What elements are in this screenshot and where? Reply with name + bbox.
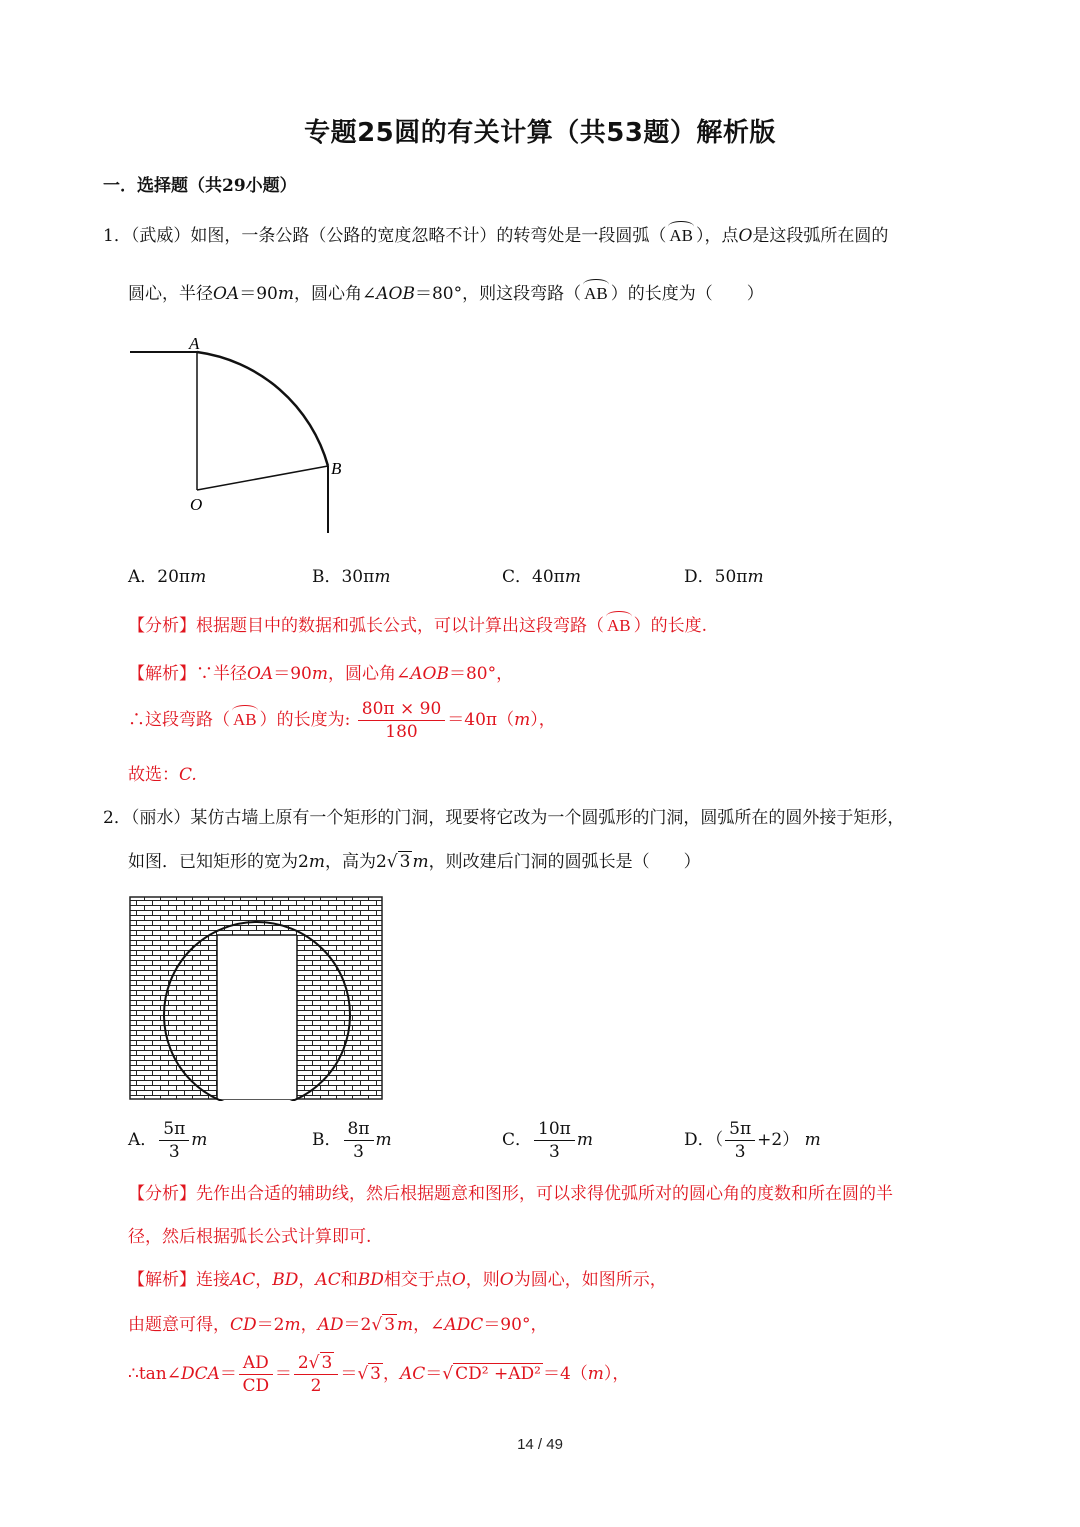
q1-answer — [128, 763, 197, 787]
option-fraction — [534, 1118, 575, 1163]
unit-m: m — [804, 1130, 821, 1150]
q2-solution-line3 — [128, 1352, 629, 1397]
fraction-numerator: AD — [239, 1352, 273, 1375]
solution-text: ∴tan∠ — [128, 1364, 181, 1384]
q1-text: ＝80°，则这段弯路（ — [414, 284, 582, 304]
answer-value: C. — [179, 765, 197, 785]
unit-m: m — [587, 1364, 604, 1384]
var-ad: AD — [317, 1315, 344, 1335]
option-text: B．30π — [312, 567, 375, 587]
fraction-denominator: 3 — [353, 1142, 364, 1162]
q1-option-d — [684, 562, 764, 587]
option-label: A． — [128, 1130, 158, 1150]
solution-text: ＝2 — [343, 1315, 372, 1335]
q2-text: ，则改建后门洞的圆弧长是（ ） — [428, 852, 701, 872]
solution-text: ＝40π（ — [447, 710, 515, 730]
var-adc: ADC — [444, 1315, 484, 1335]
fraction-denominator: 2 — [310, 1376, 322, 1396]
option-text: A．20π — [128, 567, 191, 587]
arc-ab: AB — [581, 282, 611, 306]
var-cd: CD — [230, 1315, 257, 1335]
radicand: 3 — [399, 852, 411, 872]
var-bd: BD — [357, 1270, 384, 1290]
fraction-ad-cd — [239, 1352, 273, 1397]
solution-text: ＝ — [425, 1364, 443, 1384]
q2-solution-line2 — [128, 1313, 547, 1337]
q2-option-b — [312, 1118, 392, 1163]
analysis-text: ）的长度. — [633, 616, 708, 636]
unit-m: m — [514, 710, 531, 730]
page-number: 14 / 49 — [517, 1436, 563, 1453]
solution-text: ，圆心角∠ — [327, 664, 411, 684]
option-label: D．（ — [684, 1130, 724, 1150]
q2-text: 如图．已知矩形的宽为2 — [128, 852, 309, 872]
q1-option-c — [502, 562, 581, 587]
q2-option-a — [128, 1118, 207, 1163]
fraction-numerator: 5π — [725, 1118, 755, 1141]
var-o: O — [499, 1270, 514, 1290]
solution-text: ， — [300, 1315, 318, 1335]
fraction-denominator: 3 — [549, 1142, 560, 1162]
solution-text: ，∠ — [413, 1315, 445, 1335]
unit-m: m — [190, 567, 207, 587]
solution-text: ＝2 — [256, 1315, 285, 1335]
q1-solution-line1 — [128, 662, 513, 686]
var-o: O — [738, 226, 753, 246]
option-fraction — [344, 1118, 374, 1163]
road-arc — [197, 352, 328, 466]
q2-option-c — [502, 1118, 593, 1163]
solution-text: ， — [383, 1364, 400, 1384]
solution-text: ）， — [530, 710, 556, 730]
solution-text: ，则 — [465, 1270, 500, 1290]
solution-text: ＝ — [340, 1364, 358, 1384]
unit-m: m — [576, 1130, 593, 1150]
fraction-denominator: 180 — [385, 722, 418, 742]
label-b: B — [331, 459, 342, 478]
sqrt-3: √ 3 — [371, 1315, 396, 1335]
solution-text: 相交于点 — [383, 1270, 452, 1290]
answer-label: 故选： — [128, 765, 179, 785]
var-o: O — [451, 1270, 466, 1290]
q2-solution-line1 — [128, 1268, 667, 1292]
option-fraction — [159, 1118, 189, 1163]
q1-line1 — [103, 224, 888, 248]
q1-text: ），点 — [695, 226, 739, 246]
solution-text: ＝80°， — [448, 664, 514, 684]
option-label: B． — [312, 1130, 342, 1150]
unit-m: m — [374, 567, 391, 587]
solution-text: ）的长度为: — [259, 710, 351, 730]
q1-text: 圆心，半径 — [128, 284, 213, 304]
option-fraction — [725, 1118, 755, 1163]
unit-m: m — [375, 1130, 392, 1150]
sqrt-3: √ 3 — [308, 1353, 333, 1373]
q2-option-d — [684, 1118, 821, 1163]
var-ac: AC — [400, 1364, 426, 1384]
option-text: D．50π — [684, 567, 748, 587]
sqrt-3: √ 3 — [386, 852, 411, 872]
q1-text: ，圆心角∠ — [293, 284, 377, 304]
road-figure — [125, 328, 365, 538]
fraction-2sqrt3-2 — [294, 1352, 339, 1397]
solution-text: 和 — [340, 1270, 358, 1290]
fraction-numerator: 10π — [534, 1118, 575, 1141]
fraction-arc-length — [358, 698, 446, 743]
solution-text: 【解析】∵半径 — [128, 664, 247, 684]
q1-option-a — [128, 562, 206, 587]
q1-solution-line2 — [128, 698, 556, 743]
fraction-numerator: 80π × 90 — [358, 698, 446, 721]
solution-text: ＝90°， — [483, 1315, 548, 1335]
sqrt-3: √ 3 — [357, 1364, 381, 1384]
q1-line2 — [128, 282, 764, 306]
unit-m: m — [277, 284, 294, 304]
solution-text: 【解析】连接 — [128, 1270, 230, 1290]
var-bd: BD — [272, 1270, 299, 1290]
var-dca: DCA — [180, 1364, 220, 1384]
brick-wall-figure — [128, 895, 384, 1101]
solution-text: ， — [298, 1270, 316, 1290]
solution-text: ＝ — [274, 1364, 292, 1384]
var-oa: OA — [213, 284, 240, 304]
analysis-text: 【分析】根据题目中的数据和弧长公式，可以计算出这段弯路（ — [128, 616, 604, 636]
q1-option-b — [312, 562, 390, 587]
solution-text: 为圆心，如图所示， — [513, 1270, 667, 1290]
solution-text: 由题意可得， — [128, 1315, 230, 1335]
fraction-numerator: 8π — [344, 1118, 374, 1141]
radicand: CD² +AD² — [455, 1364, 541, 1384]
var-aob: AOB — [410, 664, 449, 684]
unit-m: m — [397, 1315, 414, 1335]
arc-ab: AB — [230, 708, 260, 732]
door-opening — [217, 935, 297, 1099]
radicand: 3 — [370, 1364, 381, 1384]
coefficient: 2 — [297, 1353, 309, 1373]
unit-m: m — [311, 664, 328, 684]
arc-ab: AB — [666, 224, 696, 248]
radicand: 3 — [384, 1315, 396, 1335]
unit-m: m — [412, 852, 429, 872]
var-aob: AOB — [376, 284, 415, 304]
fraction-denominator: 3 — [734, 1142, 746, 1162]
q2-line2 — [128, 850, 701, 874]
q2-line1: 2．（丽水）某仿古墙上原有一个矩形的门洞，现要将它改为一个圆弧形的门洞，圆弧所在的圆外接于矩形， — [103, 808, 905, 828]
q1-text: ）的长度为（ ） — [610, 284, 764, 304]
option-text: C．40π — [502, 567, 565, 587]
page-title: 专题25圆的有关计算（共53题）解析版 — [304, 118, 776, 148]
fraction-denominator: CD — [242, 1376, 270, 1396]
solution-text: ＝4（ — [542, 1364, 588, 1384]
var-ac: AC — [230, 1270, 256, 1290]
q2-analysis-line2: 径，然后根据弧长公式计算即可. — [128, 1227, 372, 1247]
option-label: C． — [502, 1130, 533, 1150]
q1-text: 是这段弧所在圆的 — [752, 226, 889, 246]
unit-m: m — [191, 1130, 208, 1150]
label-o: O — [190, 495, 203, 514]
unit-m: m — [747, 567, 764, 587]
fraction-numerator — [294, 1352, 339, 1375]
unit-m: m — [284, 1315, 301, 1335]
solution-text: ∴这段弯路（ — [128, 710, 230, 730]
radius-ob — [197, 466, 328, 490]
q2-analysis-line1: 【分析】先作出合适的辅助线，然后根据题意和图形，可以求得优弧所对的圆心角的度数和所在圆的半 — [128, 1184, 893, 1204]
q1-analysis — [128, 614, 707, 638]
section-heading: 一．选择题（共29小题） — [103, 176, 297, 196]
var-oa: OA — [247, 664, 274, 684]
solution-text: ＝ — [219, 1364, 237, 1384]
fraction-numerator: 5π — [159, 1118, 189, 1141]
q1-text: 1．（武威）如图，一条公路（公路的宽度忽略不计）的转弯处是一段圆弧（ — [103, 226, 667, 246]
solution-text: ＝90 — [273, 664, 312, 684]
q2-text: ，高为2 — [324, 852, 387, 872]
var-ac: AC — [315, 1270, 341, 1290]
option-tail: +2） — [757, 1130, 800, 1150]
label-a: A — [189, 334, 200, 353]
arc-ab: AB — [604, 614, 634, 638]
fraction-denominator: 3 — [168, 1142, 180, 1162]
solution-text: ）， — [603, 1364, 630, 1384]
sqrt-cd-ad: √ CD² +AD² — [442, 1364, 541, 1384]
radicand: 3 — [321, 1353, 333, 1373]
unit-m: m — [564, 567, 581, 587]
unit-m: m — [308, 852, 325, 872]
q1-text: ＝90 — [239, 284, 278, 304]
solution-text: ， — [255, 1270, 273, 1290]
